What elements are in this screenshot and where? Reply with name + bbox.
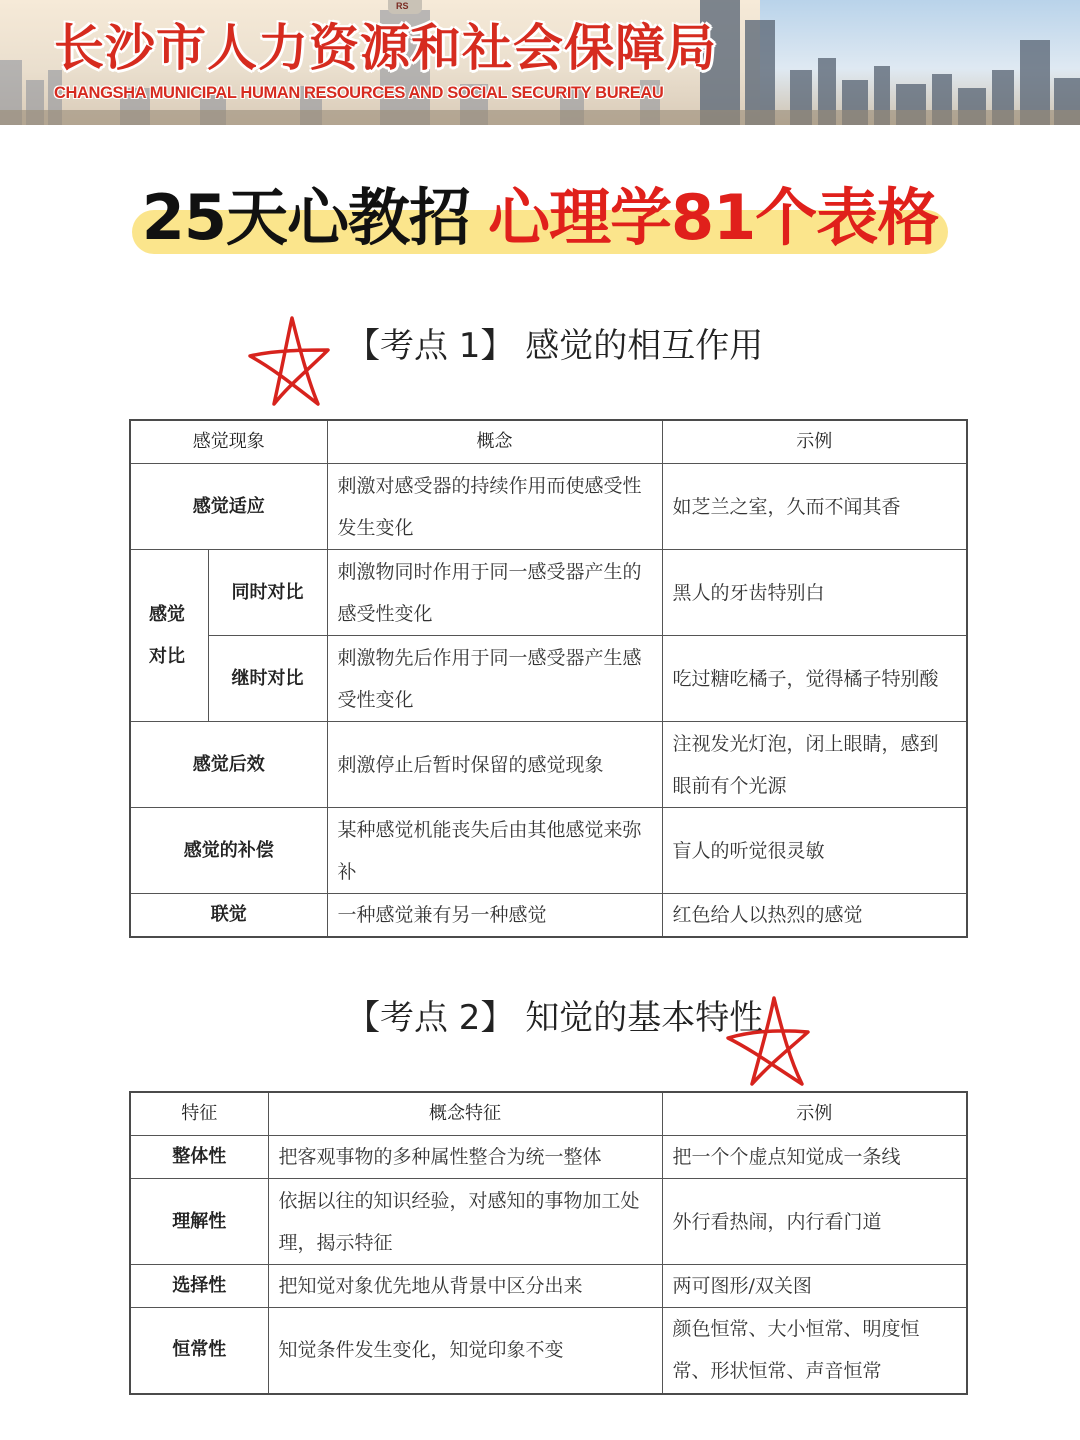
- group-label: 感觉对比: [130, 550, 208, 722]
- concept-cell: 一种感觉兼有另一种感觉: [327, 894, 662, 938]
- emblem-logo: RS: [388, 0, 422, 14]
- sensation-table: [129, 419, 968, 938]
- concept-cell: 知觉条件发生变化，知觉印象不变: [268, 1308, 662, 1394]
- example-cell: 注视发光灯泡，闭上眼睛，感到眼前有个光源: [662, 722, 967, 808]
- row-label: 同时对比: [208, 550, 327, 636]
- concept-cell: 刺激停止后暂时保留的感觉现象: [327, 722, 662, 808]
- row-label: 继时对比: [208, 636, 327, 722]
- concept-cell: 某种感觉机能丧失后由其他感觉来弥补: [327, 808, 662, 894]
- table-row: [130, 722, 967, 808]
- row-label: 恒常性: [130, 1308, 268, 1394]
- table-row: [130, 894, 967, 938]
- table-row: [130, 464, 967, 550]
- row-label: 感觉后效: [130, 722, 327, 808]
- header-cell: 感觉现象: [130, 420, 327, 464]
- example-cell: 两可图形/双关图: [662, 1265, 967, 1308]
- page-headline: [128, 182, 952, 262]
- concept-cell: 刺激物先后作用于同一感受器产生感受性变化: [327, 636, 662, 722]
- concept-cell: 把知觉对象优先地从背景中区分出来: [268, 1265, 662, 1308]
- example-cell: 吃过糖吃橘子，觉得橘子特别酸: [662, 636, 967, 722]
- concept-cell: 依据以往的知识经验，对感知的事物加工处理，揭示特征: [268, 1179, 662, 1265]
- header-cell: 示例: [662, 420, 967, 464]
- example-cell: 黑人的牙齿特别白: [662, 550, 967, 636]
- row-label: 选择性: [130, 1265, 268, 1308]
- section-1-title: 【考点 1】 感觉的相互作用: [346, 326, 764, 366]
- row-label: 感觉适应: [130, 464, 327, 550]
- example-cell: 把一个个虚点知觉成一条线: [662, 1136, 967, 1179]
- table-row: [130, 1136, 967, 1179]
- red-star-icon: [724, 994, 814, 1090]
- headline-part-2: 心理学81个表格: [488, 181, 939, 254]
- header-cell: 概念: [327, 420, 662, 464]
- row-label: 感觉的补偿: [130, 808, 327, 894]
- perception-table: [129, 1091, 968, 1395]
- banner-subtitle: CHANGSHA MUNICIPAL HUMAN RESOURCES AND SOCIAL SECURITY BUREAU: [54, 84, 664, 102]
- table-row: [130, 550, 967, 636]
- example-cell: 外行看热闹，内行看门道: [662, 1179, 967, 1265]
- banner-title: 长沙市人力资源和社会保障局: [54, 19, 717, 77]
- row-label: 联觉: [130, 894, 327, 938]
- header-cell: 特征: [130, 1092, 268, 1136]
- red-star-icon: [246, 314, 332, 410]
- header-cell: 概念特征: [268, 1092, 662, 1136]
- example-cell: 红色给人以热烈的感觉: [662, 894, 967, 938]
- headline-part-1: 25天心教招: [141, 181, 470, 254]
- table-row: [130, 636, 967, 722]
- example-cell: 颜色恒常、大小恒常、明度恒常、形状恒常、声音恒常: [662, 1308, 967, 1394]
- concept-cell: 刺激物同时作用于同一感受器产生的感受性变化: [327, 550, 662, 636]
- section-2-title: 【考点 2】 知觉的基本特性: [346, 998, 764, 1038]
- table-row: [130, 1308, 967, 1394]
- row-label: 整体性: [130, 1136, 268, 1179]
- header-banner: [0, 0, 1080, 125]
- example-cell: 如芝兰之室，久而不闻其香: [662, 464, 967, 550]
- concept-cell: 刺激对感受器的持续作用而使感受性发生变化: [327, 464, 662, 550]
- table-row: [130, 1265, 967, 1308]
- table-header-row: [130, 420, 967, 464]
- table-header-row: [130, 1092, 967, 1136]
- concept-cell: 把客观事物的多种属性整合为统一整体: [268, 1136, 662, 1179]
- example-cell: 盲人的听觉很灵敏: [662, 808, 967, 894]
- row-label: 理解性: [130, 1179, 268, 1265]
- header-cell: 示例: [662, 1092, 967, 1136]
- table-row: [130, 808, 967, 894]
- table-row: [130, 1179, 967, 1265]
